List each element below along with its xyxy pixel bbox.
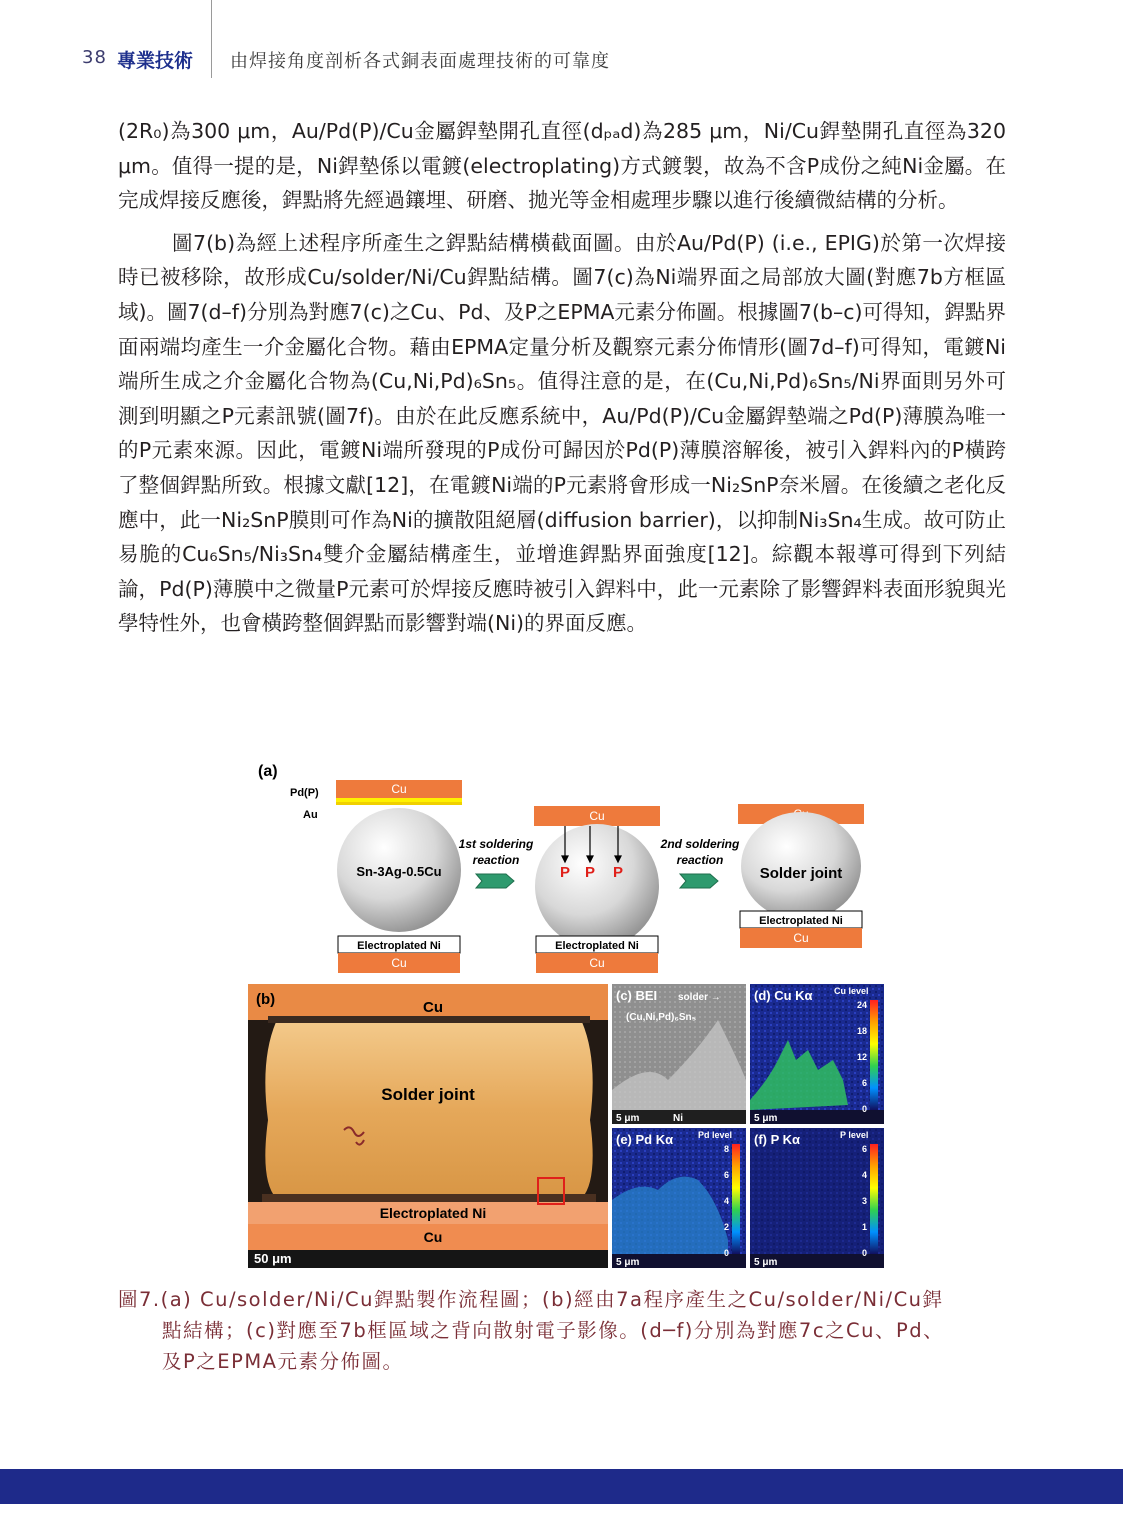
panel-b-cu-bottom-label: Cu [423, 1229, 443, 1245]
cu-pad-2-label: Cu [589, 809, 605, 823]
p-letter-2: P [584, 864, 596, 881]
caption-line-3: 及P之EPMA元素分佈圖。 [162, 1350, 404, 1373]
solder-joint-3-label: Solder joint [759, 865, 843, 882]
panel-e-tick: 6 [723, 1170, 729, 1180]
panel-b-top-imc [268, 1016, 590, 1023]
ni-layer-2-label: Electroplated Ni [555, 940, 639, 952]
panel-e-tick: 4 [723, 1196, 729, 1206]
page-number: 38 [82, 47, 107, 68]
panel-c-ni-label: Ni [673, 1113, 683, 1124]
panel-b [248, 984, 608, 1268]
article-title: 由焊接角度剖析各式銅表面處理技術的可靠度 [230, 51, 610, 72]
caption-line-2: 點結構；(c)對應至7b框區域之背向散射電子影像。(d─f)分別為對應7c之Cu、Pd、 [162, 1319, 945, 1342]
panel-f-scale: 5 μm [754, 1257, 778, 1268]
panel-b-joint-label: Solder joint [381, 1085, 475, 1104]
footer-bar [0, 1469, 1123, 1504]
panel-a [258, 763, 864, 973]
au-layer [336, 802, 462, 805]
figure-7 [248, 760, 884, 1270]
arrow-1-text-2: reaction [472, 853, 520, 867]
cu-base-3-label: Cu [793, 931, 809, 945]
panel-d-tick: 0 [861, 1104, 867, 1114]
panel-f [750, 1128, 884, 1268]
pd-layer-label: Pd(P) [290, 787, 319, 799]
panel-f-tick: 1 [861, 1222, 867, 1232]
caption-line-1: 圖7.(a) Cu/solder/Ni/Cu銲點製作流程圖；(b)經由7a程序產生之Cu/solder/Ni/Cu銲 [118, 1288, 944, 1311]
panel-f-tick: 0 [861, 1248, 867, 1258]
arrow-2-text-2: reaction [676, 853, 724, 867]
p-letter-1: P [559, 864, 571, 881]
panel-b-scale-bar: 50 μm [254, 1251, 292, 1266]
pd-layer [336, 798, 462, 802]
panel-c-imc-label: (Cu,Ni,Pd)₆Sn₅ [626, 1012, 697, 1023]
ni-layer-1-label: Electroplated Ni [357, 940, 441, 952]
au-layer-label: Au [303, 809, 318, 821]
paragraph-1: (2R₀)為300 μm，Au/Pd(P)/Cu金屬銲墊開孔直徑(dₚₐd)為285 μm，Ni/Cu銲墊開孔直徑為320 μm。值得一提的是，Ni銲墊係以電鍍(electroplating)方式鍍製，故為不含P成份之純Ni金屬。在完成焊接反應後，銲點將先經過鑲埋、研磨、拋光等金相處理步驟以進行後續微結構的分析。 [118, 119, 1006, 213]
header-divider [211, 0, 212, 78]
page-header [0, 0, 1123, 80]
paragraph-2: 圖7(b)為經上述程序所產生之銲點結構橫截面圖。由於Au/Pd(P) (i.e., EPIG)於第一次焊接時已被移除，故形成Cu/solder/Ni/Cu銲點結構。圖7(c)為Ni端界面之局部放大圖(對應7b方框區域)。圖7(d–f)分別為對應7(c)之Cu、Pd、及P之EPMA元素分佈圖。根據圖7(b–c)可得知，銲點界面兩端均產生一介金屬化合物。藉由EPMA定量分析及觀察元素分佈情形(圖7d–f)可得知，電鍍Ni端所生成之介金屬化合物為(Cu,Ni,Pd)₆Sn₅。值得注意的是，在(Cu,Ni,Pd)₆Sn₅/Ni界面則另外可測到明顯之P元素訊號(圖7f)。由於在此反應系統中，Au/Pd(P)/Cu金屬銲墊端之Pd(P)薄膜為唯一的P元素來源。因此，電鍍Ni端所發現的P成份可歸因於Pd(P)薄膜溶解後，被引入銲料內的P橫跨了整個銲點所致。根據文獻[12]，在電鍍Ni端的P元素將會形成一Ni₂SnP奈米層。在後續之老化反應中，此一Ni₂SnP膜則可作為Ni的擴散阻絕層(diffusion barrier)，以抑制Ni₃Sn₄生成。故可防止易脆的Cu₆Sn₅/Ni₃Sn₄雙介金屬結構產生，並增進銲點界面強度[12]。綜觀本報導可得到下列結論，Pd(P)薄膜中之微量P元素可於焊接反應時被引入銲料中，此一元素除了影響銲料表面形貌與光學特性外，也會橫跨整個銲點而影響對端(Ni)的界面反應。 [118, 230, 1006, 636]
panel-c-scale: 5 μm [616, 1113, 640, 1124]
solder-ball-2 [535, 824, 659, 948]
panel-e-scale: 5 μm [616, 1257, 640, 1268]
ni-layer-3-label: Electroplated Ni [759, 915, 843, 927]
section-label: 專業技術 [117, 50, 194, 72]
panel-c-solder-label: solder → [678, 992, 721, 1003]
figure-caption [118, 1284, 1008, 1377]
panel-c [612, 984, 746, 1124]
panel-b-bottom-imc [262, 1194, 596, 1202]
panel-c-label: (c) BEI [616, 988, 658, 1003]
panel-d-tick: 6 [861, 1078, 867, 1088]
panel-f-legend-title: P level [840, 1130, 869, 1140]
panel-b-label: (b) [256, 991, 276, 1008]
panel-e [612, 1128, 746, 1268]
arrow-1-text-1: 1st soldering [458, 837, 534, 851]
body-text [118, 114, 1006, 649]
arrow-2 [680, 874, 718, 888]
panel-d-tick: 18 [856, 1026, 867, 1036]
panel-d-label: (d) Cu Kα [754, 988, 813, 1003]
cu-base-2-label: Cu [589, 956, 605, 970]
panel-d-tick: 24 [856, 1000, 867, 1010]
solder-ball-1-label: Sn-3Ag-0.5Cu [356, 864, 442, 879]
arrow-2-text-1: 2nd soldering [660, 837, 740, 851]
panel-b-cu-top-label: Cu [423, 999, 443, 1016]
panel-d-tick: 12 [856, 1052, 867, 1062]
panel-f-tick: 6 [861, 1144, 867, 1154]
panel-f-tick: 3 [861, 1196, 867, 1206]
panel-d-colorbar [870, 1000, 878, 1110]
panel-d [750, 984, 884, 1124]
panel-e-tick: 8 [723, 1144, 729, 1154]
cu-base-1-label: Cu [391, 956, 407, 970]
arrow-1 [476, 874, 514, 888]
panel-e-tick: 2 [723, 1222, 729, 1232]
panel-d-legend-title: Cu level [834, 986, 869, 996]
panel-e-label: (e) Pd Kα [616, 1132, 674, 1147]
p-letter-3: P [612, 864, 624, 881]
panel-f-colorbar [870, 1144, 878, 1254]
panel-b-scale-strip [248, 1250, 608, 1268]
panel-a-label: (a) [258, 763, 278, 780]
panel-e-colorbar [732, 1144, 740, 1254]
panel-e-tick: 0 [723, 1248, 729, 1258]
panel-f-label: (f) P Kα [754, 1132, 801, 1147]
panel-f-tick: 4 [861, 1170, 867, 1180]
panel-e-legend-title: Pd level [698, 1130, 733, 1140]
panel-d-scale: 5 μm [754, 1113, 778, 1124]
panel-b-ni-label: Electroplated Ni [379, 1205, 487, 1221]
cu-pad-1-label: Cu [391, 782, 407, 796]
panel-b-solder-body [265, 1022, 592, 1198]
